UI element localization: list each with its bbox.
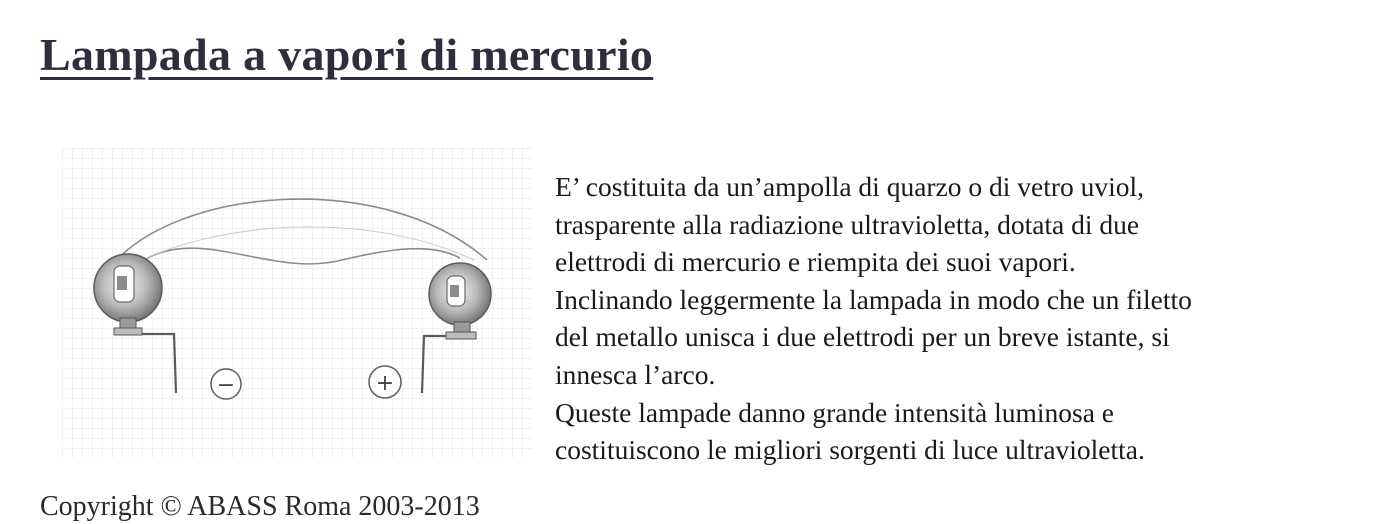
paragraph-line: Queste lampade danno grande intensità luminosa e [555, 396, 1114, 428]
copyright-notice: Copyright © ABASS Roma 2003-2013 [40, 491, 480, 522]
lamp-illustration [62, 148, 532, 458]
paragraph-line: costituiscono le migliori sorgenti di luce ultravioletta. [555, 434, 1145, 466]
paragraph-line: del metallo unisca i due elettrodi per un breve istante, si [555, 321, 1170, 353]
minus-label: − [216, 373, 236, 398]
paragraph-line: innesca l’arco. [555, 358, 716, 390]
paragraph-line: trasparente alla radiazione ultravioletta, dotata di due [555, 208, 1140, 240]
minus-electrode-symbol [211, 369, 241, 399]
paragraph-line: elettrodi di mercurio e riempita dei suoi vapori. [555, 246, 1076, 278]
description-paragraph [555, 168, 1365, 469]
plus-electrode-symbol [369, 366, 401, 398]
paragraph-line: Inclinando leggermente la lampada in modo che un filetto [555, 283, 1192, 315]
page-title: Lampada a vapori di mercurio [40, 29, 654, 80]
paragraph-line: E’ costituita da un’ampolla di quarzo o di vetro uviol, [555, 171, 1145, 202]
plus-label: + [375, 371, 395, 396]
